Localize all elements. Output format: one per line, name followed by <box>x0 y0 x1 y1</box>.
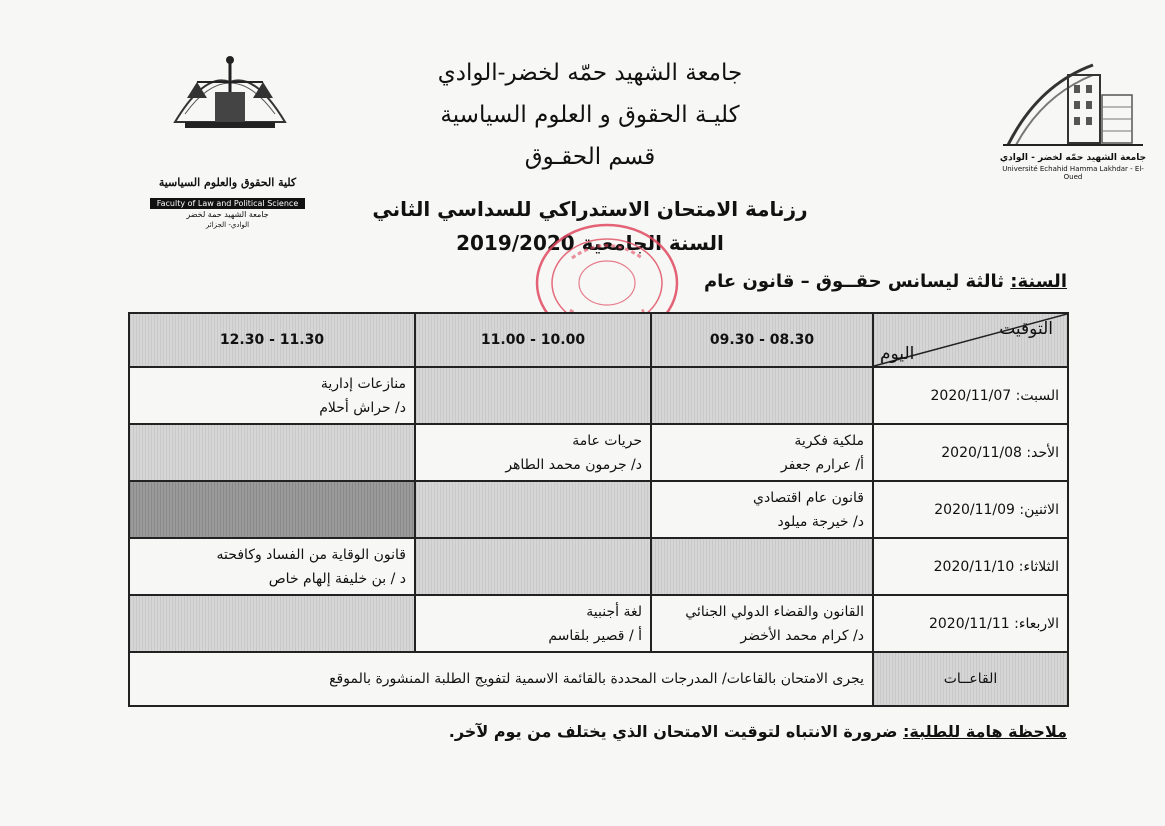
exam-teacher: د/ خيرجة ميلود <box>777 513 864 530</box>
corner-header-cell <box>873 313 1068 367</box>
exam-teacher: أ/ عرارم جعفر <box>780 456 864 473</box>
exam-cell <box>129 424 415 481</box>
table-row <box>129 538 1068 595</box>
exam-cell <box>651 424 873 481</box>
important-note <box>449 722 1067 741</box>
faculty-logo-english: Faculty of Law and Political Science <box>150 198 305 209</box>
document-title: رزنامة الامتحان الاستدراكي للسداسي الثاني <box>372 197 808 221</box>
program-line <box>704 271 1067 292</box>
note-text: ضرورة الانتباه لتوقيت الامتحان الذي يختلف من يوم لآخر. <box>448 722 903 741</box>
exam-cell <box>651 595 873 652</box>
exam-cell <box>415 424 651 481</box>
table-row <box>129 367 1068 424</box>
time-slot-header: 08.30 - 09.30 <box>651 313 873 367</box>
exam-subject: قانون عام اقتصادي <box>753 489 864 506</box>
day-cell: الاربعاء: 2020/11/11 <box>873 595 1068 652</box>
halls-label: القاعــات <box>873 652 1068 706</box>
exam-subject: لغة أجنبية <box>586 603 642 620</box>
corner-day-label: اليوم <box>880 344 915 364</box>
department-name: قسم الحقـوق <box>524 144 656 170</box>
faculty-logo-sub2: الوادي- الجزائر <box>205 221 250 229</box>
university-building-icon <box>998 55 1148 150</box>
exam-cell <box>651 538 873 595</box>
corner-time-label: التوقيت <box>999 319 1053 339</box>
halls-row <box>129 652 1068 706</box>
table-row <box>129 481 1068 538</box>
faculty-name: كليـة الحقوق و العلوم السياسية <box>440 102 740 128</box>
exam-cell <box>415 595 651 652</box>
exam-subject: حريات عامة <box>572 432 642 449</box>
academic-year: السنة الجامعية 2019/2020 <box>456 231 724 255</box>
exam-teacher: د/ كرام محمد الأخضر <box>740 627 864 644</box>
program-label: السنة: <box>1010 271 1067 292</box>
time-slot-header: 10.00 - 11.00 <box>415 313 651 367</box>
table-row <box>129 595 1068 652</box>
exam-cell <box>129 481 415 538</box>
faculty-logo <box>140 52 315 229</box>
exam-cell <box>651 367 873 424</box>
day-cell: الاثنين: 2020/11/09 <box>873 481 1068 538</box>
institution-header <box>380 52 800 178</box>
day-cell: السبت: 2020/11/07 <box>873 367 1068 424</box>
day-cell: الثلاثاء: 2020/11/10 <box>873 538 1068 595</box>
exam-cell <box>651 481 873 538</box>
exam-subject: القانون والقضاء الدولي الجنائي <box>685 603 864 620</box>
exam-cell <box>129 538 415 595</box>
exam-cell <box>129 595 415 652</box>
note-label: ملاحظة هامة للطلبة: <box>902 722 1067 741</box>
table-header-row <box>129 313 1068 367</box>
halls-text: يجرى الامتحان بالقاعات/ المدرجات المحددة بالقائمة الاسمية لتفويج الطلبة المنشورة بالموقع <box>129 652 873 706</box>
exam-subject: منازعات إدارية <box>320 375 406 392</box>
faculty-logo-arabic: كلية الحقوق والعلوم السياسية <box>158 176 297 189</box>
exam-subject: ملكية فكرية <box>794 432 864 449</box>
exam-teacher: أ / قصير بلقاسم <box>548 627 642 644</box>
university-logo-arabic: جامعة الشهيد حمّه لخضر - الوادي <box>999 153 1147 163</box>
day-cell: الأحد: 2020/11/08 <box>873 424 1068 481</box>
exam-cell <box>129 367 415 424</box>
table-row <box>129 424 1068 481</box>
program-value: ثالثة ليسانس حقــوق – قانون عام <box>703 271 1011 292</box>
exam-subject: قانون الوقاية من الفساد وكافحته <box>216 546 406 563</box>
university-name: جامعة الشهيد حمّه لخضر-الوادي <box>437 60 743 86</box>
exam-cell <box>415 538 651 595</box>
faculty-logo-sub1: جامعة الشهيد حمة لخضر <box>186 210 269 219</box>
exam-cell <box>415 367 651 424</box>
exam-teacher: د / بن خليفة إلهام خاص <box>268 570 406 587</box>
university-logo <box>998 55 1148 181</box>
scales-of-justice-icon <box>165 52 295 130</box>
exam-cell <box>415 481 651 538</box>
exam-teacher: د/ جرمون محمد الطاهر <box>505 456 642 473</box>
exam-teacher: د/ حراش أحلام <box>319 399 406 416</box>
exam-schedule-table <box>128 312 1069 707</box>
university-logo-french: Université Echahid Hamma Lakhdar - El-Oued <box>1002 165 1144 181</box>
time-slot-header: 11.30 - 12.30 <box>129 313 415 367</box>
